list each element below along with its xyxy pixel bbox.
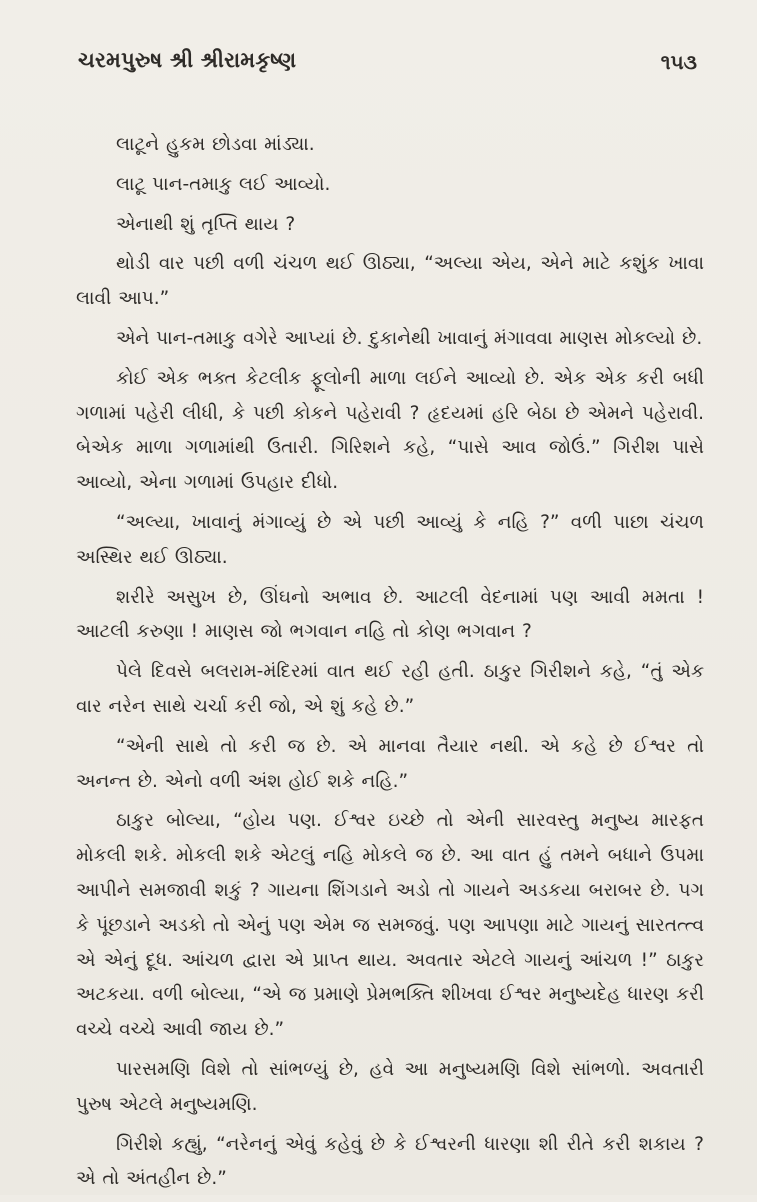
paragraph: શરીરે અસુખ છે, ઊંઘનો અભાવ છે. આટલી વેદનામાં પણ આવી મમતા ! આટલી કરુણા ! માણસ જો ભગવાન નહિ તો કોણ ભગવાન ?	[76, 586, 704, 643]
paragraph: એને પાન-તમાકુ વગેરે આપ્યાં છે. દુકાનેથી ખાવાનું મંગાવવા માણસ મોકલ્યો છે.	[116, 327, 703, 349]
paragraph: “એની સાથે તો કરી જ છે. એ માનવા તૈયાર નથી. એ કહે છે ઈશ્વર તો અનન્ત છે. એનો વળી અંશ હોઈ શકે નહિ.”	[76, 735, 704, 792]
paragraph: પારસમણિ વિશે તો સાંભળ્યું છે, હવે આ મનુષ્યમણિ વિશે સાંભળો. અવતારી પુરુષ એટલે મનુષ્યમણિ.	[76, 1058, 704, 1115]
page-header	[78, 48, 697, 88]
page-number: ૧૫૩	[660, 50, 697, 74]
paragraph: લાટૂને હુકમ છોડવા માંડ્યા.	[116, 134, 315, 155]
paragraph: થોડી વાર પછી વળી ચંચળ થઈ ઊઠ્યા, “અલ્યા એય, એને માટે કશુંક ખાવા લાવી આપ.”	[76, 253, 704, 310]
paragraph: એનાથી શું તૃપ્તિ થાય ?	[116, 213, 296, 235]
paragraph: લાટૂ પાન-તમાકુ લઈ આવ્યો.	[116, 173, 331, 195]
paragraph: ગિરીશે કહ્યું, “નરેનનું એવું કહેવું છે કે ઈશ્વરની ધારણા શી રીતે કરી શકાય ? એ તો અંતહીન છે.”	[76, 1133, 704, 1190]
paragraph: “અલ્યા, ખાવાનું મંગાવ્યું છે એ પછી આવ્યું કે નહિ ?” વળી પાછા ચંચળ અસ્થિર થઈ ઊઠ્યા.	[76, 511, 704, 568]
page-body	[76, 128, 704, 1202]
running-head: ચરમપુરુષ શ્રી શ્રીરામકૃષ્ણ	[78, 48, 297, 72]
paragraph: કોઈ એક ભક્ત કેટલીક ફૂલોની માળા લઈને આવ્યો છે. એક એક કરી બધી ગળામાં પહેરી લીધી, કે પછી કોકને પહેરાવી ? હૃદયમાં હરિ બેઠા છે એમને પહેરાવી. બેએક માળા ગળામાંથી ઉતારી. ગિરિશને કહે, “પાસે આવ જોઉં.” ગિરીશ પાસે આવ્યો, એના ગળામાં ઉપહાર દીધો.	[76, 367, 704, 494]
paragraph: ઠાકુર બોલ્યા, “હોય પણ. ઈશ્વર ઇચ્છે તો એની સારવસ્તુ મનુષ્ય મારફત મોકલી શકે. મોકલી શકે એટલું નહિ મોકલે જ છે. આ વાત હું તમને બધાને ઉપમા આપીને સમજાવી શકું ? ગાયના શિંગડાને અડો તો ગાયને અડકયા બરાબર છે. પગ કે પૂંછડાને અડકો તો એનું પણ એમ જ સમજવું. પણ આપણા માટે ગાયનું સારતત્ત્વ એ એનું દૂધ. આંચળ દ્વારા એ પ્રાપ્ત થાય. અવતાર એટલે ગાયનું આંચળ !” ઠાકુર અટકયા. વળી બોલ્યા, “એ જ પ્રમાણે પ્રેમભક્તિ શીખવા ઈશ્વર મનુષ્યદેહ ધારણ કરી વચ્ચે વચ્ચે આવી જાય છે.”	[76, 810, 704, 1041]
paragraph: પેલે દિવસે બલરામ-મંદિરમાં વાત થઈ રહી હતી. ઠાકુર ગિરીશને કહે, “તું એક વાર નરેન સાથે ચર્ચા કરી જો, એ શું કહે છે.”	[76, 661, 704, 717]
